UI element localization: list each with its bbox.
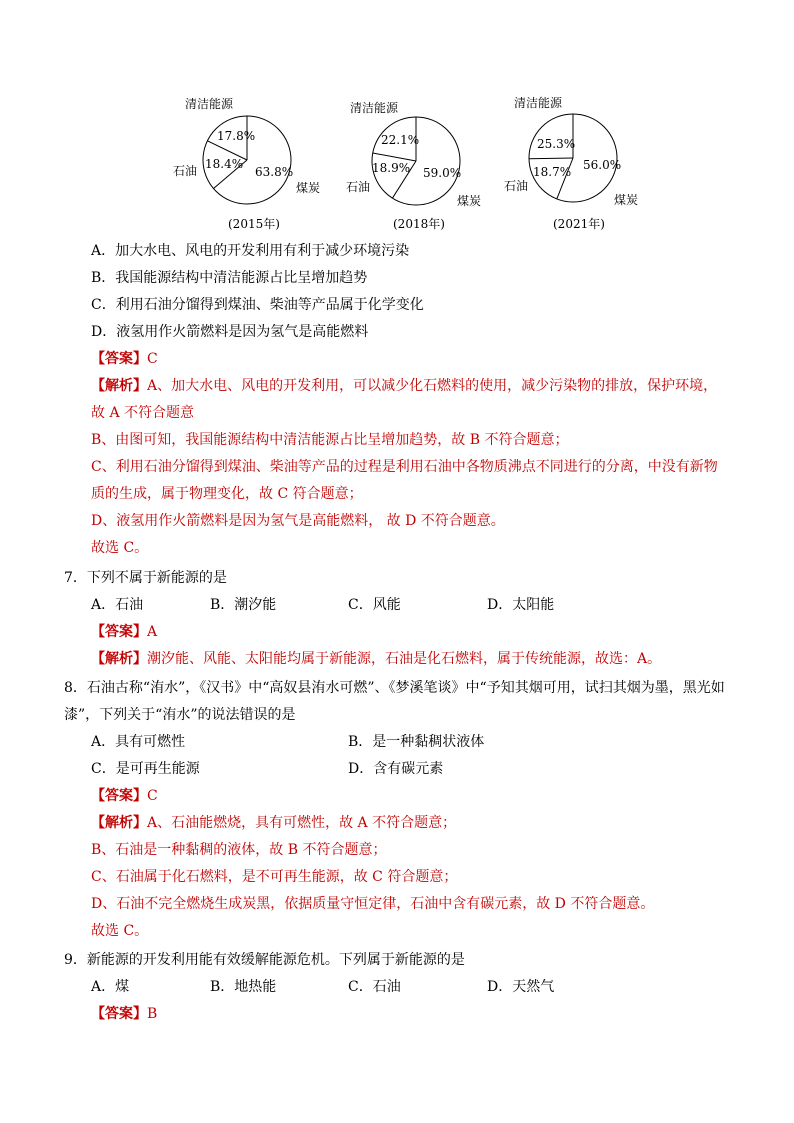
q9-answer — [91, 1005, 157, 1023]
q7-option-c: C．风能 — [348, 597, 401, 613]
oil-value: 18.7% — [533, 165, 572, 179]
clean-energy-label: 清洁能源 — [514, 96, 563, 110]
year-label: (2021年) — [553, 217, 605, 231]
q6-analysis-3: B、由图可知，我国能源结构中清洁能源占比呈增加趋势，故 B 不符合题意； — [91, 432, 569, 448]
q8-conclusion: 故选 C。 — [91, 923, 149, 939]
q6-analysis-6: D、液氢用作火箭燃料是因为氢气是高能燃料， 故 D 不符合题意。 — [91, 513, 505, 529]
q8-analysis-3: C、石油属于化石燃料，是不可再生能源，故 C 符合题意； — [91, 869, 458, 885]
coal-label: 煤炭 — [614, 193, 639, 207]
answer-value: C — [147, 788, 158, 804]
oil-label: 石油 — [504, 179, 529, 193]
q7-answer — [91, 623, 157, 641]
year-label: (2015年) — [228, 217, 280, 231]
pie-divider — [529, 158, 573, 159]
pie-divider — [373, 153, 416, 161]
q8-option-b: B．是一种黏稠状液体 — [348, 734, 485, 750]
answer-tag: 【答案】 — [91, 624, 147, 640]
q9-option-d: D．天然气 — [487, 979, 555, 995]
answer-value: C — [147, 351, 158, 367]
q8-analysis-1 — [91, 814, 456, 832]
oil-label: 石油 — [173, 164, 198, 178]
q9-option-c: C．石油 — [348, 979, 401, 995]
answer-tag: 【答案】 — [91, 1006, 147, 1022]
coal-value: 59.0% — [423, 166, 462, 180]
q9-option-b: B．地热能 — [210, 979, 277, 995]
coal-value: 63.8% — [255, 165, 294, 179]
oil-value: 18.4% — [205, 157, 244, 171]
answer-tag: 【答案】 — [91, 351, 147, 367]
q9-stem: 9．新能源的开发利用能有效缓解能源危机。下列属于新能源的是 — [64, 952, 465, 968]
analysis-tag: 【解析】 — [91, 651, 147, 667]
analysis-tag: 【解析】 — [91, 378, 147, 394]
q8-analysis-2: B、石油是一种黏稠的液体，故 B 不符合题意； — [91, 842, 387, 858]
answer-tag: 【答案】 — [91, 788, 147, 804]
clean-energy-value: 25.3% — [537, 137, 576, 151]
q9-option-a: A．煤 — [91, 979, 130, 995]
q8-analysis-4: D、石油不完全燃烧生成炭黑，依据质量守恒定律，石油中含有碳元素，故 D 不符合题意。 — [91, 896, 655, 912]
analysis-text: A、石油能燃烧，具有可燃性，故 A 不符合题意； — [147, 815, 457, 831]
year-label: (2018年) — [393, 217, 445, 231]
pie-chart-2021 — [504, 95, 638, 231]
q6-conclusion: 故选 C。 — [91, 540, 149, 556]
clean-energy-label: 清洁能源 — [350, 101, 399, 115]
q6-analysis-1 — [91, 377, 717, 395]
oil-value: 18.9% — [372, 161, 411, 175]
answer-value: B — [147, 1006, 158, 1022]
analysis-text: A、加大水电、风电的开发利用，可以减少化石燃料的使用，减少污染物的排放，保护环境， — [147, 378, 718, 394]
q8-option-d: D．含有碳元素 — [348, 761, 444, 777]
q6-analysis-5: 质的生成，属于物理变化，故 C 符合题意； — [91, 486, 363, 502]
q7-option-a: A．石油 — [91, 597, 144, 613]
q8-option-a: A．具有可燃性 — [91, 734, 186, 750]
q7-analysis — [91, 650, 661, 668]
q6-option-b: B．我国能源结构中清洁能源占比呈增加趋势 — [91, 270, 368, 286]
analysis-text: 潮汐能、风能、太阳能均属于新能源，石油是化石燃料，属于传统能源，故选：A。 — [147, 651, 662, 667]
q6-option-a: A．加大水电、风电的开发利用有利于减少环境污染 — [91, 243, 410, 259]
q8-stem-2: 漆”，下列关于“洧水”的说法错误的是 — [64, 707, 296, 723]
clean-energy-label: 清洁能源 — [185, 97, 234, 111]
coal-label: 煤炭 — [457, 194, 482, 208]
q6-option-c: C．利用石油分馏得到煤油、柴油等产品属于化学变化 — [91, 297, 424, 313]
q6-analysis-4: C、利用石油分馏得到煤油、柴油等产品的过程是利用石油中各物质沸点不同进行的分离，中没有新物 — [91, 459, 718, 475]
q8-stem-1: 8．石油古称“洧水”，《汉书》中“高奴县洧水可燃”、《梦溪笔谈》中“予知其烟可用，试扫其烟为墨，黑光如 — [64, 680, 725, 696]
q6-analysis-2: 故 A 不符合题意 — [91, 405, 195, 421]
q8-option-c: C．是可再生能源 — [91, 761, 200, 777]
q7-stem: 7．下列不属于新能源的是 — [64, 570, 227, 586]
pie-chart-2015 — [173, 96, 320, 231]
q6-answer — [91, 350, 158, 368]
oil-label: 石油 — [346, 180, 371, 194]
coal-value: 56.0% — [583, 158, 622, 172]
q6-option-d: D．液氢用作火箭燃料是因为氢气是高能燃料 — [91, 324, 369, 340]
analysis-tag: 【解析】 — [91, 815, 147, 831]
energy-structure-pie-figure — [0, 0, 794, 240]
clean-energy-value: 17.8% — [217, 129, 256, 143]
q7-option-b: B．潮汐能 — [210, 597, 277, 613]
q8-answer — [91, 787, 158, 805]
pie-chart-2018 — [346, 100, 481, 231]
clean-energy-value: 22.1% — [381, 133, 420, 147]
coal-label: 煤炭 — [296, 181, 321, 195]
answer-value: A — [147, 624, 158, 640]
q7-option-d: D．太阳能 — [487, 597, 555, 613]
